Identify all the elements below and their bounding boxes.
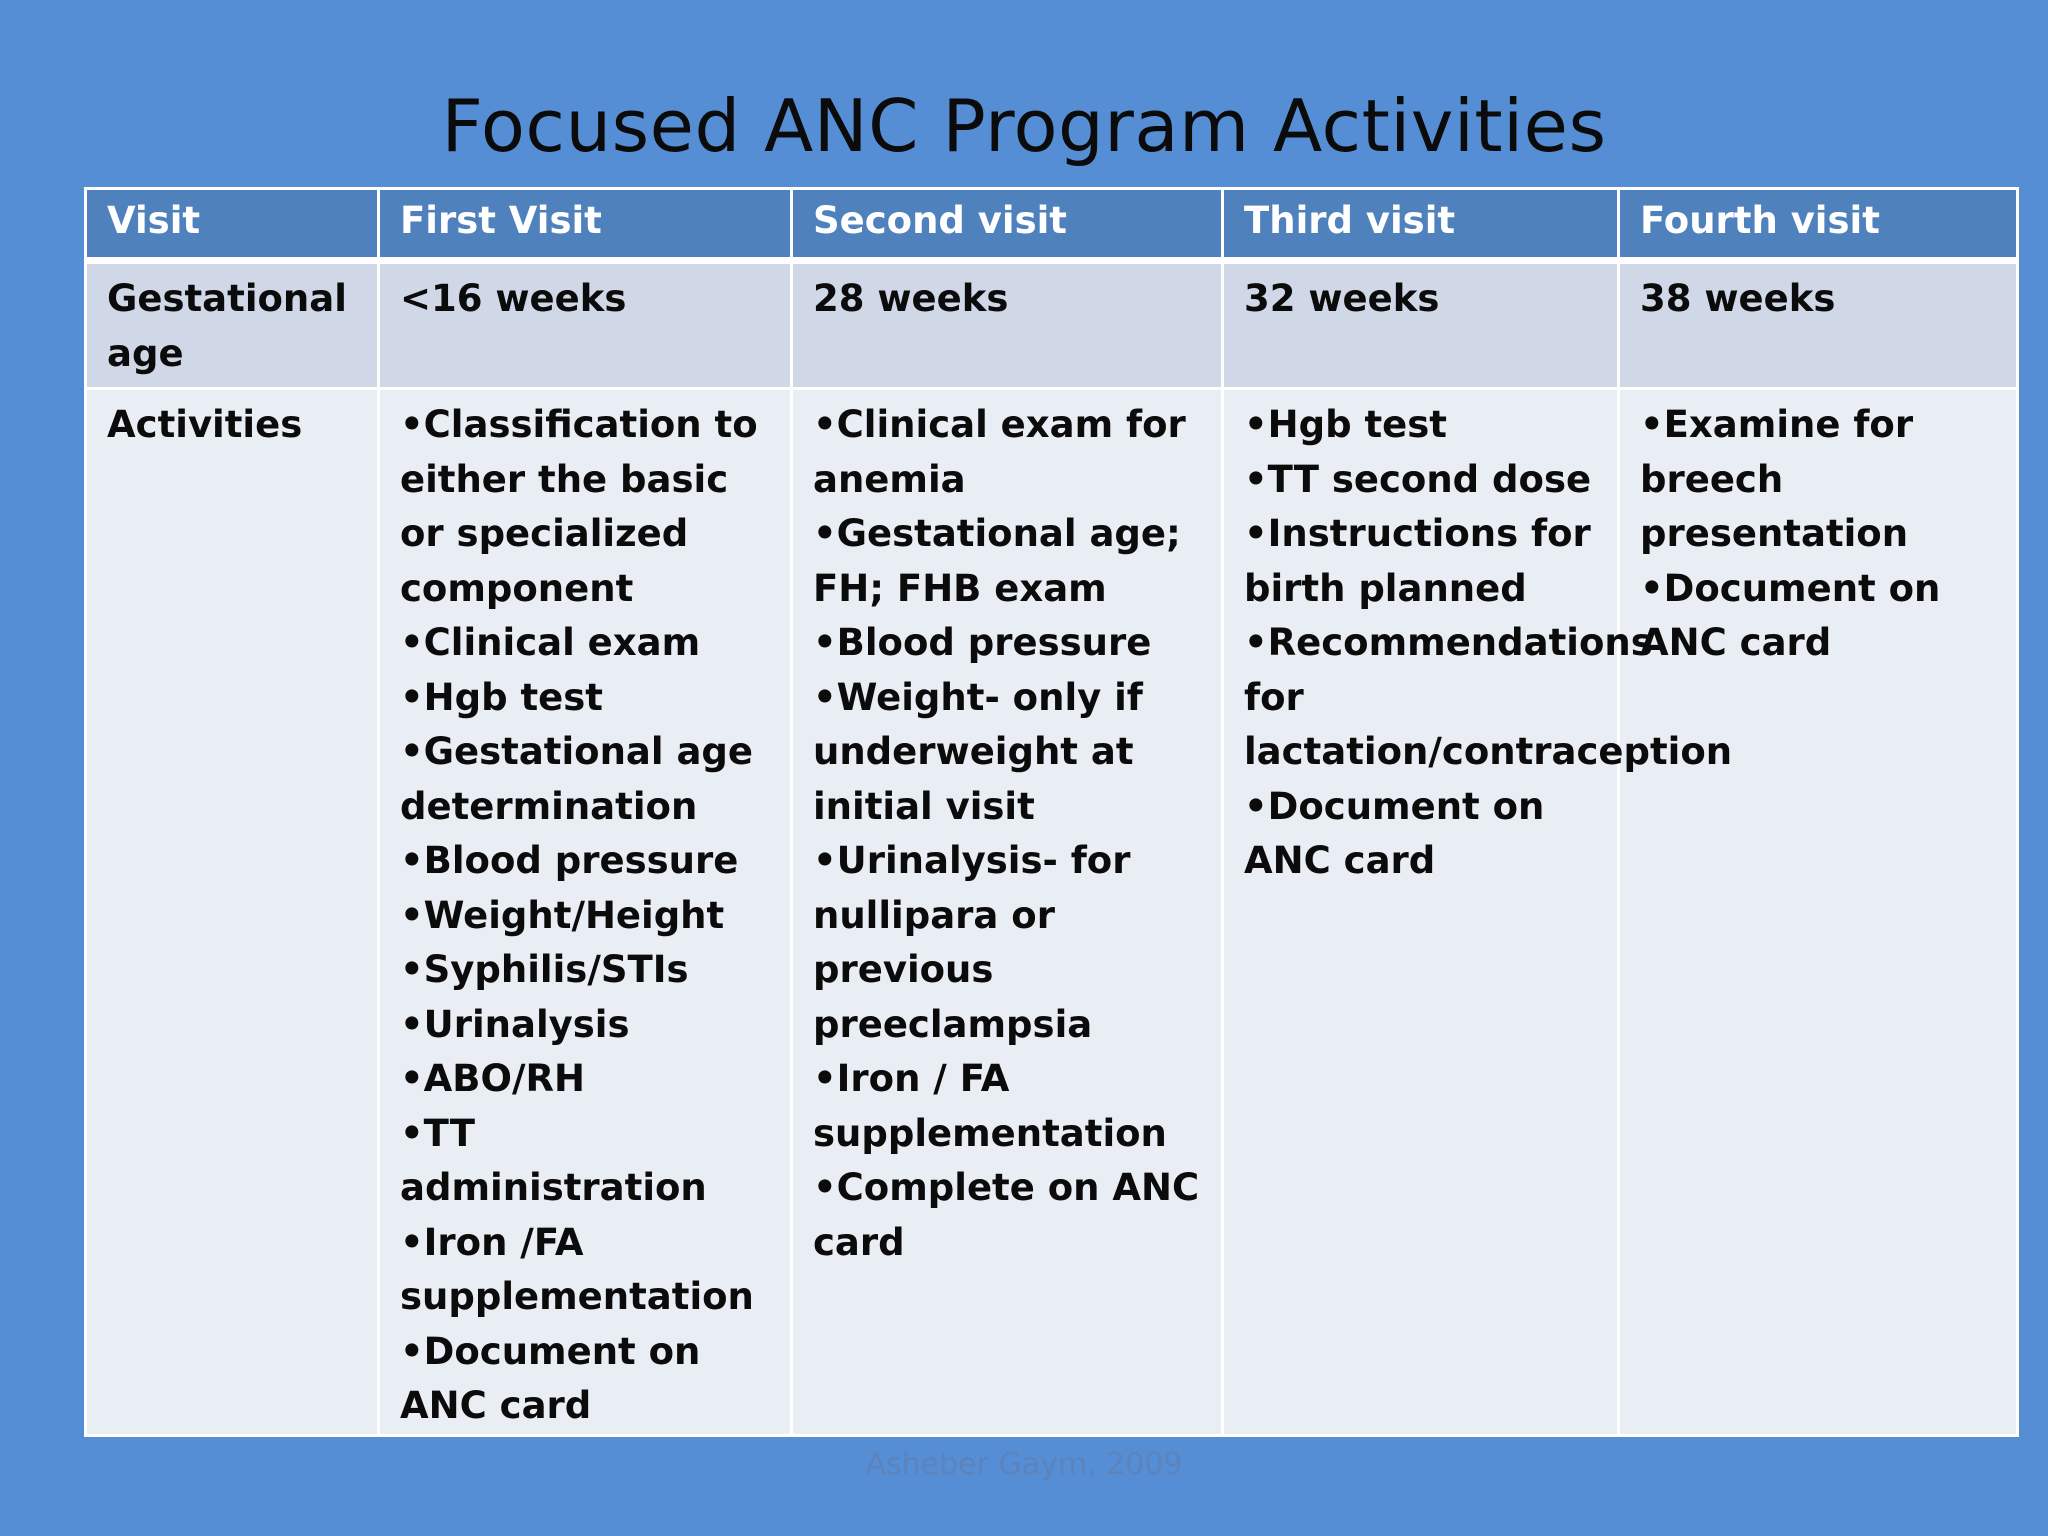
bullet-mark: •: [813, 675, 837, 719]
header-fourth-visit: Fourth visit: [1619, 189, 2018, 261]
bullet-mark: •: [1244, 784, 1268, 828]
bullet-mark: •: [400, 403, 424, 446]
header-third-visit: Third visit: [1223, 189, 1619, 261]
bullet-mark: •: [813, 839, 837, 882]
activities-third-visit: [1223, 389, 1733, 1436]
activity-item: [813, 1161, 1203, 1270]
bullet-mark: •: [400, 948, 424, 991]
gestational-age-third: 32 weeks: [1223, 261, 1619, 389]
activity-text: TT administration: [400, 1111, 707, 1209]
activity-item: [400, 943, 772, 998]
activity-item: [400, 834, 772, 889]
bullet-mark: •: [400, 730, 424, 773]
activity-text: Examine for breech presentation: [1640, 403, 1914, 555]
activity-text: Hgb test: [423, 675, 603, 719]
activity-text: Weight/Height: [423, 893, 725, 937]
activity-list: [1640, 398, 1998, 671]
activity-item: [400, 998, 772, 1053]
activity-item: [813, 398, 1203, 507]
bullet-mark: •: [400, 1002, 424, 1046]
activity-text: Classification to either the basic or specialized component: [400, 403, 758, 610]
bullet-mark: •: [813, 1057, 837, 1100]
activity-list: [400, 398, 772, 1434]
activity-text: Document on ANC card: [1244, 784, 1545, 882]
activity-item: [400, 1325, 772, 1434]
activity-text: Urinalysis- for nullipara or previous preeclampsia: [813, 839, 1131, 1046]
bullet-mark: •: [813, 1166, 837, 1209]
activity-item: [1244, 453, 1599, 508]
activity-text: Recommendations for lactation/contraception: [1244, 621, 1733, 773]
header-second-visit: Second visit: [792, 189, 1223, 261]
activity-item: [1244, 780, 1599, 889]
bullet-mark: •: [813, 621, 837, 664]
activity-text: Blood pressure: [836, 621, 1152, 664]
gestational-age-row: [86, 261, 2018, 389]
bullet-mark: •: [400, 1057, 424, 1100]
activity-item: [1244, 616, 1733, 780]
activity-text: Syphilis/STIs: [423, 948, 689, 991]
activity-text: Hgb test: [1267, 403, 1447, 446]
activity-item: [813, 507, 1203, 616]
activity-text: Instructions for birth planned: [1244, 512, 1591, 610]
activity-text: ABO/RH: [423, 1057, 585, 1100]
activity-list: [1244, 398, 1733, 889]
bullet-mark: •: [1244, 512, 1268, 555]
activity-item: [400, 398, 772, 616]
activity-item: [1244, 398, 1599, 453]
activity-text: Iron /FA supplementation: [400, 1220, 754, 1318]
gestational-age-fourth: 38 weeks: [1619, 261, 2018, 389]
anc-activities-table: [84, 187, 2019, 1437]
activity-text: Weight- only if underweight at initial visit: [813, 675, 1143, 828]
activities-label: Activities: [86, 389, 379, 1436]
activity-text: Iron / FA supplementation: [813, 1057, 1167, 1155]
gestational-age-second: 28 weeks: [792, 261, 1223, 389]
header-row: [86, 189, 2018, 261]
activity-text: Blood pressure: [423, 839, 739, 882]
activities-second-visit: [792, 389, 1223, 1436]
activity-item: [400, 616, 772, 671]
bullet-mark: •: [1640, 403, 1664, 446]
activity-text: Clinical exam: [423, 621, 701, 664]
activity-item: [813, 834, 1203, 1052]
activity-text: Gestational age; FH; FHB exam: [813, 512, 1181, 610]
bullet-mark: •: [1244, 403, 1268, 446]
bullet-mark: •: [813, 403, 837, 446]
activity-item: [813, 616, 1203, 671]
activity-item: [400, 1052, 772, 1107]
bullet-mark: •: [400, 1111, 424, 1155]
header-visit: Visit: [86, 189, 379, 261]
activity-item: [400, 725, 772, 834]
gestational-age-label: Gestational age: [86, 261, 379, 389]
activity-item: [813, 671, 1203, 835]
slide-title: Focused ANC Program Activities: [441, 84, 1607, 168]
activity-item: [400, 671, 772, 726]
bullet-mark: •: [400, 839, 424, 882]
activity-text: Clinical exam for anemia: [813, 403, 1186, 501]
bullet-mark: •: [1244, 621, 1268, 664]
bullet-mark: •: [400, 1329, 424, 1373]
bullet-mark: •: [813, 512, 837, 555]
activities-first-visit: [379, 389, 792, 1436]
activity-text: Complete on ANC card: [813, 1166, 1200, 1264]
activity-item: [400, 1107, 772, 1216]
activity-item: [400, 889, 772, 944]
activity-text: TT second dose: [1267, 457, 1592, 501]
activity-item: [1244, 507, 1599, 616]
activity-text: Document on ANC card: [1640, 566, 1941, 664]
activities-row: [86, 389, 2018, 1436]
activity-item: [1640, 562, 1998, 671]
activity-item: [1640, 398, 1998, 562]
bullet-mark: •: [400, 1220, 424, 1264]
bullet-mark: •: [400, 621, 424, 664]
bullet-mark: •: [400, 675, 424, 719]
activity-text: Gestational age determination: [400, 730, 754, 828]
slide-footer: Asheber Gaym, 2009: [865, 1447, 1183, 1482]
bullet-mark: •: [1640, 566, 1664, 610]
bullet-mark: •: [1244, 457, 1268, 501]
bullet-mark: •: [400, 893, 424, 937]
activity-text: Document on ANC card: [400, 1329, 701, 1427]
activity-list: [813, 398, 1203, 1270]
gestational-age-first: <16 weeks: [379, 261, 792, 389]
activity-item: [400, 1216, 772, 1325]
activity-item: [813, 1052, 1203, 1161]
header-first-visit: First Visit: [379, 189, 792, 261]
activities-fourth-visit: [1619, 389, 2018, 1436]
activity-text: Urinalysis: [423, 1002, 630, 1046]
